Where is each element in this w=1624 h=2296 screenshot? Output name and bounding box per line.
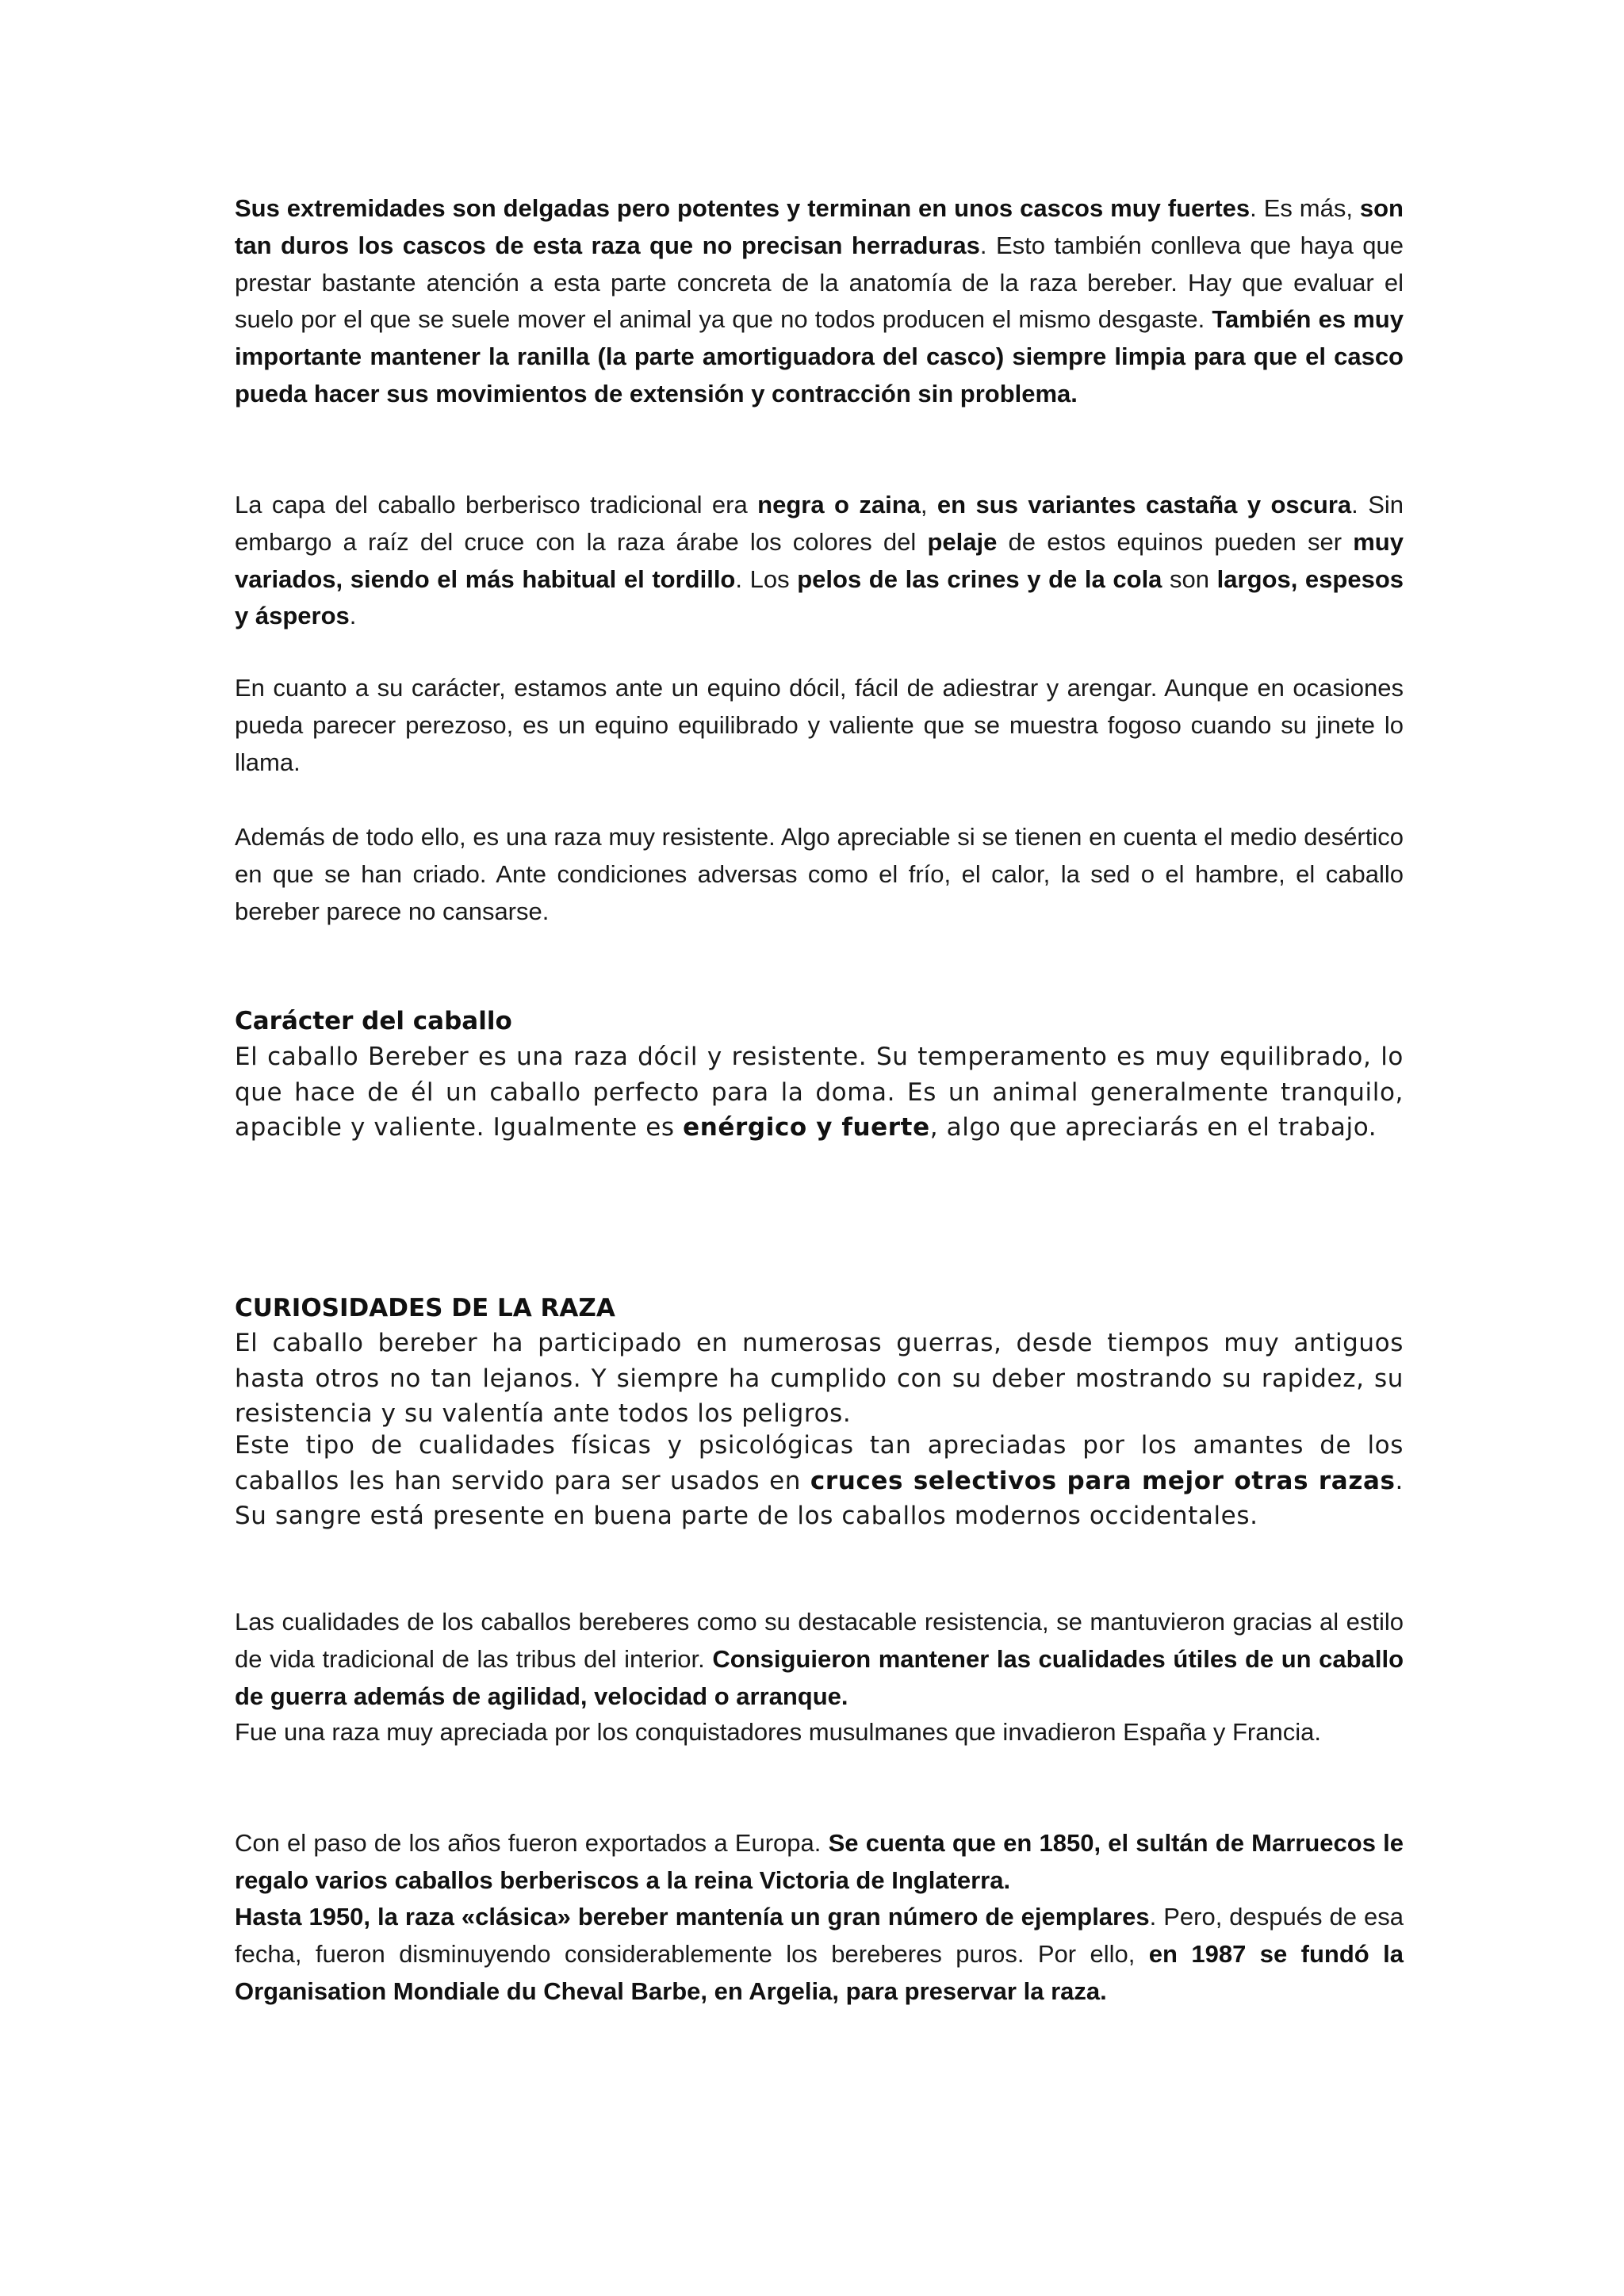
text-run: . Los: [735, 564, 798, 593]
paragraph-guerras: [235, 1326, 1404, 1432]
text-run: Además de todo ello, es una raza muy resistente. Algo apreciable si se tienen en cuenta el medio desértico en que se han criado. Ante condiciones adversas como el frío, el calor, la sed o el hambre, el caballo bereber parece no cansarse.: [235, 823, 1404, 925]
text-run: Con el paso de los años fueron exportados a Europa.: [235, 1829, 829, 1857]
text-run: El caballo Bereber es una raza dócil y resistente. Su temperamento es muy equilibrado, lo que hace de él un caballo perfecto para la doma. Es un animal generalmente tranquilo, apacible y valiente. Igualmente es: [235, 1043, 1404, 1142]
text-run: son: [1162, 564, 1217, 593]
paragraph-caracter-detalle: [235, 1039, 1404, 1146]
bold-text-run: muy variados, siendo el más habitual el tordillo: [235, 527, 1404, 593]
bold-text-run: Consiguieron mantener las cualidades útiles de un caballo de guerra además de agilidad, velocidad o arranque.: [235, 1644, 1404, 1710]
paragraph-cascos: [235, 190, 1404, 413]
bold-text-run: en 1987 se fundó la Organisation Mondiale du Cheval Barbe, en Argelia, para preservar la raza.: [235, 1939, 1404, 2005]
text-run: Este tipo de cualidades físicas y psicológicas tan apreciadas por los amantes de los caballos les han servido para ser usados en: [235, 1431, 1404, 1495]
text-run: . Es más,: [1250, 194, 1360, 222]
bold-text-run: Hasta 1950, la raza «clásica» bereber mantenía un gran número de ejemplares: [235, 1903, 1150, 1931]
text-run: Las cualidades de los caballos bereberes como su destacable resistencia, se mantuvieron gracias al estilo de vida tradicional de las tribus del interior.: [235, 1608, 1404, 1673]
bold-text-run: pelos de las crines y de la cola: [797, 564, 1162, 593]
paragraph-resistencia: [235, 819, 1404, 930]
bold-text-run: enérgico y fuerte: [683, 1113, 930, 1142]
bold-text-run: También es muy importante mantener la ranilla (la parte amortiguadora del casco) siempre limpia para que el casco pueda hacer sus movimientos de extensión y contracción sin problema.: [235, 305, 1404, 408]
bold-text-run: son tan duros los cascos de esta raza que no precisan herraduras: [235, 194, 1404, 259]
text-run: ,: [920, 491, 937, 519]
text-run: .: [349, 602, 357, 630]
text-run: de estos equinos pueden ser: [997, 527, 1354, 556]
section-heading-curiosidades: CURIOSIDADES DE LA RAZA: [235, 1294, 615, 1322]
paragraph-caracter: [235, 670, 1404, 781]
paragraph-exportados: [235, 1825, 1404, 1900]
bold-text-run: cruces selectivos para mejor otras razas: [810, 1466, 1396, 1495]
paragraph-cruces: [235, 1428, 1404, 1534]
text-run: Fue una raza muy apreciada por los conquistadores musulmanes que invadieron España y Francia.: [235, 1718, 1321, 1746]
text-run: . Esto también conlleva que haya que prestar bastante atención a esta parte concreta de la anatomía de la raza bereber. Hay que evaluar el suelo por el que se suele mover el animal ya que no todos producen el mismo desgaste.: [235, 231, 1404, 334]
text-run: En cuanto a su carácter, estamos ante un equino dócil, fácil de adiestrar y arengar. Aunque en ocasiones pueda parecer perezoso, es un equino equilibrado y valiente que se muestra fogoso cuando su jinete lo llama.: [235, 674, 1404, 776]
bold-text-run: Se cuenta que en 1850, el sultán de Marruecos le regalo varios caballos berberiscos a la reina Victoria de Inglaterra.: [235, 1829, 1404, 1894]
bold-text-run: negra o zaina: [757, 491, 921, 519]
paragraph-capa: [235, 487, 1404, 635]
paragraph-conquistadores: [235, 1714, 1404, 1751]
paragraph-cualidades: [235, 1604, 1404, 1715]
paragraph-organisation: [235, 1899, 1404, 2010]
text-run: . Su sangre está presente en buena parte de los caballos modernos occidentales.: [235, 1466, 1404, 1530]
bold-text-run: pelaje: [927, 527, 998, 556]
bold-text-run: Sus extremidades son delgadas pero potentes y terminan en unos cascos muy fuertes: [235, 194, 1251, 222]
bold-text-run: largos, espesos y ásperos: [235, 564, 1404, 630]
text-run: La capa del caballo berberisco tradicional era: [235, 491, 758, 519]
bold-text-run: en sus variantes castaña y oscura: [936, 491, 1352, 519]
text-run: El caballo bereber ha participado en numerosas guerras, desde tiempos muy antiguos hasta otros no tan lejanos. Y siempre ha cumplido con su deber mostrando su rapidez, su resistencia y su valentía ante todos los peligros.: [235, 1329, 1404, 1428]
text-run: . Sin embargo a raíz del cruce con la raza árabe los colores del: [235, 491, 1404, 556]
text-run: , algo que apreciarás en el trabajo.: [929, 1113, 1377, 1142]
text-run: . Pero, después de esa fecha, fueron disminuyendo considerablemente los bereberes puros. Por ello,: [235, 1903, 1404, 1968]
section-heading-caracter: Carácter del caballo: [235, 1007, 512, 1035]
